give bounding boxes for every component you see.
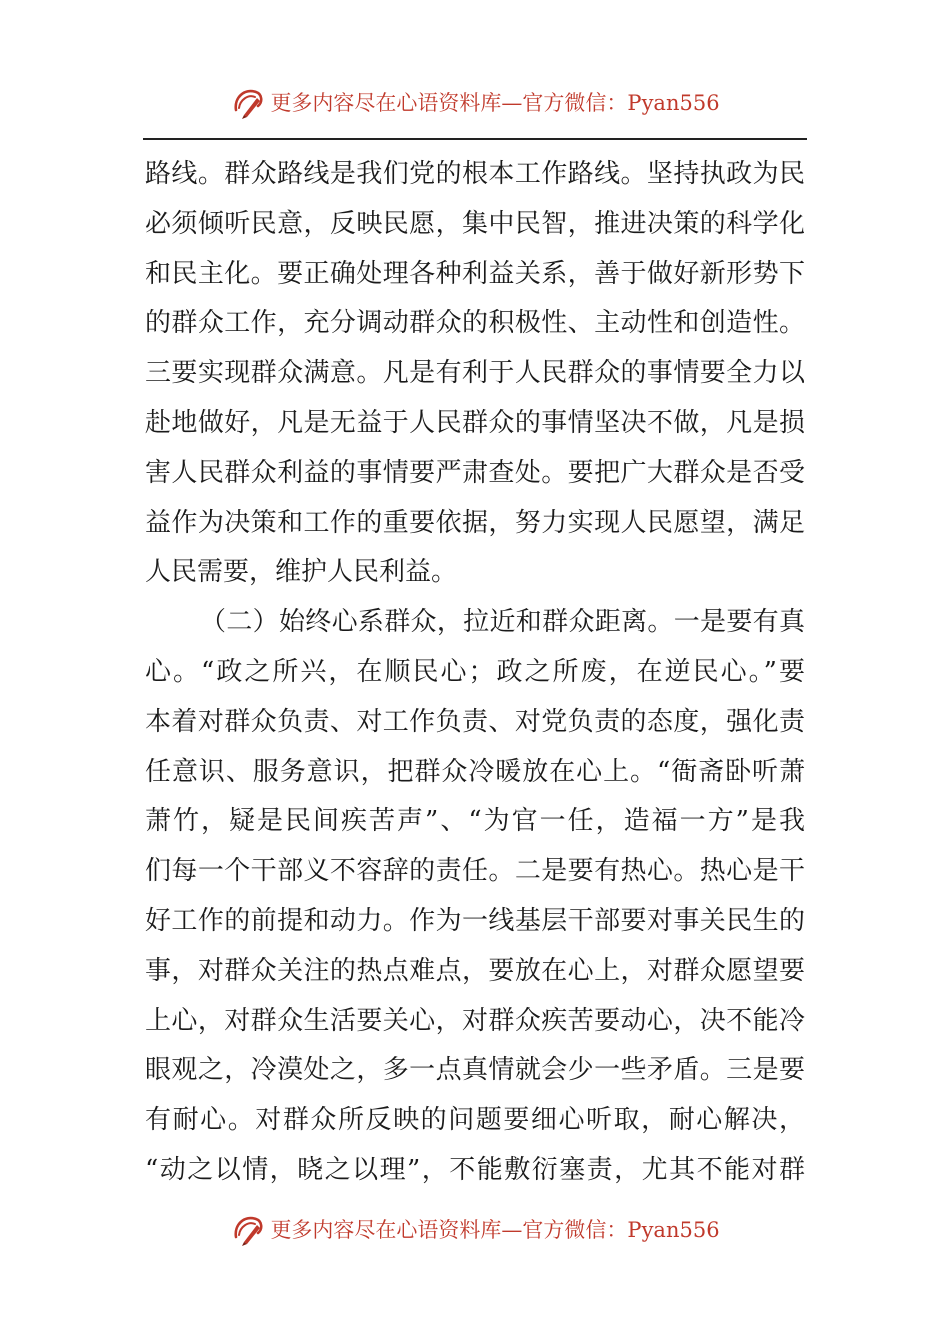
- text-line-section-heading: （二）始终心系群众，拉近和群众距离。一是要有真: [200, 607, 805, 638]
- text-line: 必须倾听民意，反映民愿，集中民智，推进决策的科学化: [145, 208, 805, 239]
- pen-swirl-logo-icon: [230, 1211, 266, 1247]
- text-line-paragraph-end: 人民需要，维护人民利益。: [145, 557, 458, 588]
- text-line: 萧竹，疑是民间疾苦声”、“为官一任，造福一方”是我: [145, 806, 805, 837]
- text-line: 赴地做好，凡是无益于人民群众的事情坚决不做，凡是损: [145, 407, 805, 438]
- text-line: 上心，对群众生活要关心，对群众疾苦要动心，决不能冷: [145, 1005, 805, 1036]
- footer-banner: [0, 1209, 950, 1249]
- text-line: 益作为决策和工作的重要依据，努力实现人民愿望，满足: [145, 507, 805, 538]
- text-line: 害人民群众利益的事情要严肃查处。要把广大群众是否受: [145, 457, 805, 488]
- text-line: 事，对群众关注的热点难点，要放在心上，对群众愿望要: [145, 955, 805, 986]
- text-line: 有耐心。对群众所反映的问题要细心听取，耐心解决，: [145, 1105, 805, 1136]
- text-line: 和民主化。要正确处理各种利益关系，善于做好新形势下: [145, 258, 805, 289]
- header-divider: [143, 138, 807, 140]
- text-line: 任意识、服务意识，把群众冷暖放在心上。“衙斋卧听萧: [145, 756, 805, 787]
- document-body: [145, 150, 805, 1196]
- footer-banner-text: 更多内容尽在心语资料库—官方微信：Pyan556: [270, 1218, 720, 1242]
- text-line: 心。“政之所兴，在顺民心；政之所废，在逆民心。”要: [145, 656, 805, 687]
- text-line: 的群众工作，充分调动群众的积极性、主动性和创造性。: [145, 308, 805, 339]
- header-banner: [0, 82, 950, 122]
- text-line: 三要实现群众满意。凡是有利于人民群众的事情要全力以: [145, 358, 805, 389]
- text-line: 本着对群众负责、对工作负责、对党负责的态度，强化责: [145, 706, 805, 737]
- text-line: 路线。群众路线是我们党的根本工作路线。坚持执政为民: [145, 159, 805, 189]
- text-line: 们每一个干部义不容辞的责任。二是要有热心。热心是干: [145, 856, 805, 887]
- text-line: 好工作的前提和动力。作为一线基层干部要对事关民生的: [145, 905, 805, 936]
- text-line: “动之以情，晓之以理”，不能敷衍塞责，尤其不能对群: [145, 1154, 805, 1185]
- header-banner-text: 更多内容尽在心语资料库—官方微信：Pyan556: [270, 91, 720, 115]
- text-line: 眼观之，冷漠处之，多一点真情就会少一些矛盾。三是要: [145, 1055, 805, 1086]
- pen-swirl-logo-icon: [230, 84, 266, 120]
